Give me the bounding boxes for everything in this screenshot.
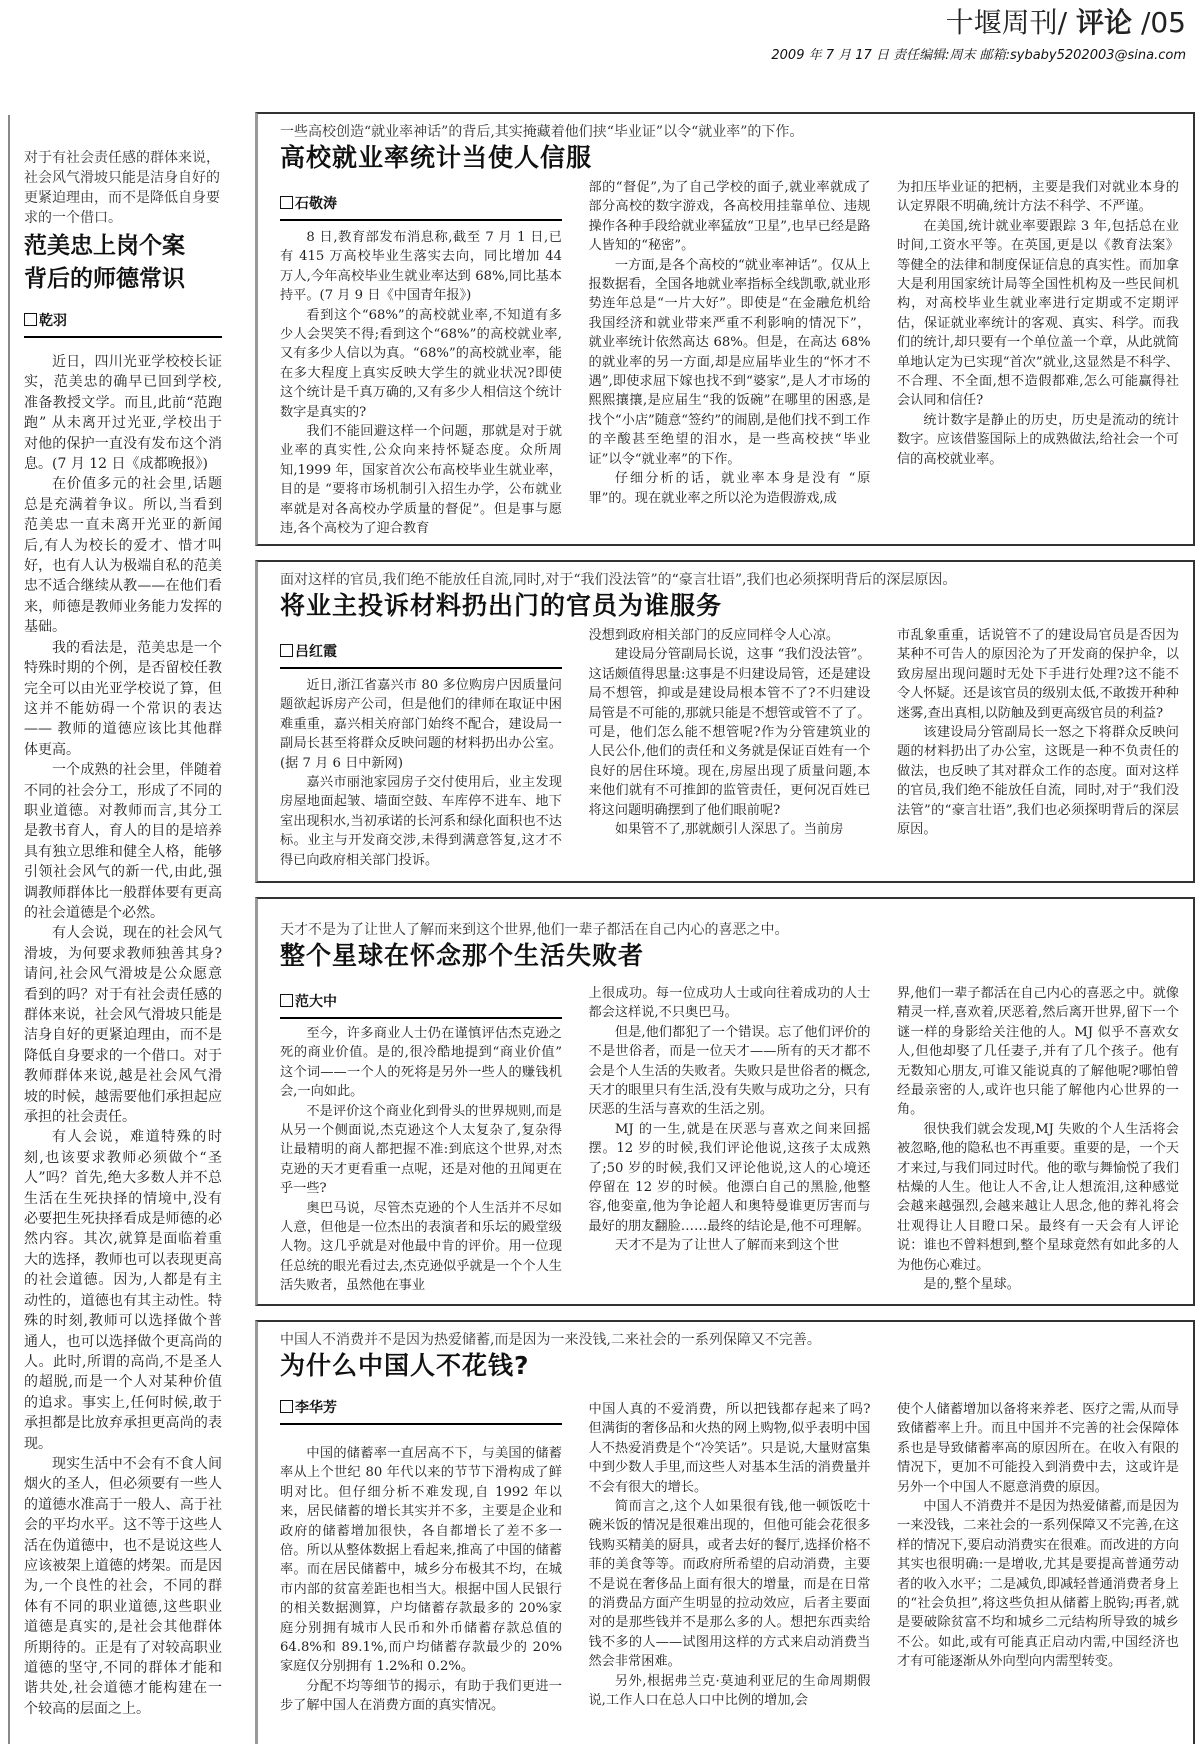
publication-name: 十堰周刊 xyxy=(945,6,1058,39)
sidebar-article xyxy=(24,148,222,1719)
article-title: 将业主投诉材料扔出门的官员为谁服务 xyxy=(280,591,723,620)
paragraph: 在价值多元的社会里,话题总是充满着争议。所以,当看到范美忠一直未离开光亚的新闻后,有人为校长的爱才、惜才叫好，也有人认为极端自私的范美忠不适合继续从教——在他们看来，师德是教师业务能力发挥的基础。 xyxy=(24,476,222,636)
issue-meta: 2009 年 7 月 17 日 责任编辑:周末 邮箱:sybaby5202003@sina.com xyxy=(771,48,1186,63)
paragraph: 我们不能回避这样一个问题，那就是对于就业率的真实性,公众向来持怀疑态度。众所周知,1999 年，国家首次公布高校毕业生就业率，目的是 “要将市场机制引入招生办学，公布就业率就是对各高校办学质量的督促”。但是事与愿违,各个高校为了迎合教育 xyxy=(280,424,562,537)
paragraph: 中国人真的不爱消费，所以把钱都存起来了吗?但满街的奢侈品和火热的网上购物,似乎表明中国人不热爱消费是个“冷笑话”。只是说,大量财富集中到少数人手里,而这些人对基本生活的消费量并不会有很大的增长。 xyxy=(588,1402,871,1495)
column xyxy=(280,1024,562,1296)
article-chinese-spending xyxy=(255,1320,1195,1744)
paragraph: 市乱象重重，话说管不了的建设局官员是否因为某种不可告人的原因沦为了开发商的保护伞，以致房屋出现问题时无处下手进行处理?这不能不令人怀疑。还是该官员的级别太低,不敢拨开种种迷雾,查出真相,以防触及到更高级官员的利益? xyxy=(897,628,1179,721)
column xyxy=(897,984,1179,1296)
article-title xyxy=(24,230,222,296)
paragraph: 一方面,是各个高校的“就业率神话”。仅从上报数据看，全国各地就业率指标全线凯歌,就业形势连年总是“一片大好”。即使是“在金融危机给我国经济和就业带来严重不利影响的情况下”，就业率统计依然高达 68%。但是，在高达 68%的就业率的另一方面,却是应届毕业生的“怀才不遇”,即使求屈下嫁也找不到“婆家”,是人才市场的熙熙攘攘,是应届生“我的饭碗”在哪里的困惑,是找个“小店”随意“签约”的闹剧,是他们找不到工作的辛酸甚至绝望的泪水，是一些高校挟“毕业证”以令“就业率”的下作。 xyxy=(588,257,871,467)
article-lead: 面对这样的官员,我们绝不能放任自流,同时,对于“我们没法管”的“豪言壮语”,我们也必须探明背后的深层原因。 xyxy=(280,572,957,588)
paragraph: 一个成熟的社会里，伴随着不同的社会分工，形成了不同的职业道德。对教师而言,其分工是教书育人，育人的目的是培养具有独立思维和健全人格，能够引领社会风气的新一代,由此,强调教师群体比一般群体要有更高的社会道德是个必然。 xyxy=(24,762,222,921)
paragraph: 很快我们就会发现,MJ 失败的个人生活将会被忽略,他的隐私也不再重要。重要的是，一个天才来过,与我们同过时代。他的歌与舞愉悦了我们枯燥的人生。他让人不舍,让人想流泪,这种感觉会越来越强烈,会越来越让人思念,他的葬礼将会壮观得让人目瞪口呆。最终有一天会有人评论说：谁也不曾料想到,整个星球竟然有如此多的人为他伤心难过。 xyxy=(897,1121,1179,1273)
article-body xyxy=(24,352,222,1719)
sidebar-divider xyxy=(8,115,10,1744)
author-name: 石敬涛 xyxy=(295,196,337,212)
author-name: 李华芳 xyxy=(295,1400,337,1416)
byline xyxy=(280,641,562,669)
paragraph: 天才不是为了让世人了解而来到这个世 xyxy=(614,1238,840,1254)
byline xyxy=(280,991,562,1019)
paragraph: 另外,根据弗兰克·莫迪利亚尼的生命周期假说,工作人口在总人口中比例的增加,会 xyxy=(588,1673,871,1709)
article-lead: 中国人不消费并不是因为热爱储蓄,而是因为一来没钱,二来社会的一系列保障又不完善。 xyxy=(280,1332,821,1348)
paragraph: 仔细分析的话，就业率本身是没有 “原罪”的。现在就业率之所以沦为造假游戏,成 xyxy=(588,471,871,506)
paragraph: 使个人储蓄增加以备将来养老、医疗之需,从而导致储蓄率上升。而且中国并不完善的社会保障体系也是导致储蓄率高的原因所在。在收入有限的情况下，更加不可能投入到消费中去，这或许是另外一个中国人不愿意消费的原因。 xyxy=(897,1402,1179,1495)
byline xyxy=(280,1397,562,1425)
article-lead: 对于有社会责任感的群体来说，社会风气滑坡只能是洁身自好的更紧迫理由，而不是降低自身要求的一个借口。 xyxy=(24,150,220,226)
paragraph: 是的,整个星球。 xyxy=(923,1277,1020,1293)
article-official-complaint xyxy=(255,560,1195,883)
column xyxy=(589,984,871,1296)
paragraph: 如果管不了,那就颇引人深思了。当前房 xyxy=(614,822,844,838)
paragraph: 中国的储蓄率一直居高不下，与美国的储蓄率从上个世纪 80 年代以来的节节下滑构成了鲜明对比。但仔细分析不难发现,自 1992 年以来，居民储蓄的增长其实并不多，主要是企业和政府的储蓄增加很快，各自都增长了差不多一倍。所以从整体数据上看起来,推高了中国的储蓄率。而在居民储蓄中，城乡分布极其不均，在城市内部的贫富差距也相当大。根据中国人民银行的相关数据测算，户均储蓄存款最多的 20%家庭分别拥有城市人民币和外币储蓄存款总值的 64.8%和 89.1%,而户均储蓄存款最少的 20%家庭仅分别拥有 1.2%和 0.2%。 xyxy=(280,1446,562,1675)
section-name: 评论 xyxy=(1076,6,1133,39)
title-line: 范美忠上岗个案 xyxy=(24,233,185,259)
paragraph: 界,他们一辈子都活在自己内心的喜恶之中。就像精灵一样,喜欢着,厌恶着,然后离开世界,留下一个谜一样的身影给关注他的人。MJ 似乎不喜欢女人,但他却娶了几任妻子,并有了几个孩子。他有无数知心朋友,可谁又能说真的了解他呢?哪怕曾经最亲密的人,或许也只能了解他内心世界的一角。 xyxy=(897,986,1179,1118)
paragraph: 在美国,统计就业率要跟踪 3 年,包括总在业时间,工资水平等。在英国,更是以《教育法案》等健全的法律和制度保证信息的真实性。而加拿大是利用国家统计局等全国性机构及一些民间机构，对高校毕业生就业率进行定期或不定期评估，保证就业率统计的客观、真实、科学。而我们的统计,却只要有一个单位盖一个章，从此就简单地认定为已实现“首次”就业,这显然是不科学、不合理、不全面,想不造假都难,怎么可能赢得社会认同和信任? xyxy=(897,218,1179,409)
column xyxy=(589,626,871,870)
column xyxy=(280,1444,562,1716)
paragraph: MJ 的一生,就是在厌恶与喜欢之间来回摇摆。12 岁的时候,我们评论他说,这孩子太成熟了;50 岁的时候,我们又评论他说,这人的心境还停留在 12 岁的时候。他漂白自己的黑脸,他整容,他娈童,他为争论超人和奥特曼谁更厉害而与最好的朋友翻脸……最终的结论是,他不可理解。 xyxy=(588,1121,871,1234)
author-box-icon xyxy=(280,994,293,1007)
article-title: 整个星球在怀念那个生活失败者 xyxy=(280,941,645,970)
paragraph: 统计数字是静止的历史，历史是流动的统计数字。应该借鉴国际上的成熟做法,给社会一个可信的高校就业率。 xyxy=(897,412,1179,467)
paragraph: 至今，许多商业人士仍在谨慎评估杰克逊之死的商业价值。是的,很冷酷地提到“商业价值” 这个词——一个人的死将是另外一些人的赚钱机会,一向如此。 xyxy=(280,1026,562,1100)
article-employment-rate xyxy=(255,112,1195,546)
column xyxy=(897,1400,1179,1716)
paragraph: 部的“督促”,为了自己学校的面子,就业率就成了部分高校的数字游戏，各高校用挂靠单位、违规操作各种手段给就业率猛放“卫星”,也早已经是路人皆知的“秘密”。 xyxy=(588,180,871,254)
column xyxy=(280,228,562,539)
paragraph: 奥巴马说，尽管杰克逊的个人生活并不尽如人意，但他是一位杰出的表演者和乐坛的殿堂级人物。这几乎就是对他最中肯的评价。用一位现任总统的眼光看过去,杰克逊似乎就是一个个人生活失败者，虽然他在事业 xyxy=(280,1200,562,1294)
column xyxy=(897,626,1179,870)
article-title: 高校就业率统计当使人信服 xyxy=(280,143,593,172)
paragraph: 上很成功。每一位成功人士或向往着成功的人士都会这样说,不只奥巴马。 xyxy=(588,986,871,1021)
column xyxy=(280,676,562,870)
author-name: 吕红霞 xyxy=(295,644,337,660)
paragraph: 8 日,教育部发布消息称,截至 7 月 1 日,已有 415 万高校毕业生落实去向，同比增加 44 万人,今年高校毕业生就业率达到 68%,同比基本持平。(7 月 9 日《中国青年报》) xyxy=(280,230,562,304)
paragraph: 该建设局分管副局长一怒之下将群众反映问题的材料扔出了办公室，这既是一种不负责任的做法，也反映了其对群众工作的态度。面对这样的官员,我们绝不能放任自流，同时,对于“我们没法管”的“豪言壮语”,我们也必须探明背后的深层原因。 xyxy=(897,725,1179,838)
article-mj-genius xyxy=(255,897,1195,1306)
paragraph: 简而言之,这个人如果很有钱,他一顿饭吃十碗米饭的情况是很难出现的，但他可能会花很多钱购买精美的厨具，或者去好的餐厅,选择价格不菲的美食等等。而政府所希望的启动消费，主要不是说在奢侈品上面有很大的增量，而是在日常的消费品方面产生明显的拉动效应，后者主要面对的是那些钱并不是那么多的人。想把东西卖给钱不多的人——试图用这样的方式来启动消费当然会非常困难。 xyxy=(588,1499,871,1670)
section-slash: / xyxy=(1057,6,1077,39)
author-box-icon xyxy=(24,313,37,326)
author-name: 乾羽 xyxy=(39,313,67,329)
paragraph: 没想到政府相关部门的反应同样令人心凉。 xyxy=(588,628,840,643)
title-line: 背后的师德常识 xyxy=(24,266,185,292)
author-name: 范大中 xyxy=(295,994,337,1010)
paragraph: 分配不均等细节的揭示，有助于我们更进一步了解中国人在消费方面的真实情况。 xyxy=(280,1678,562,1714)
author-box-icon xyxy=(280,644,293,657)
paragraph: 中国人不消费并不是因为热爱储蓄,而是因为一来没钱，二来社会的一系列保障又不完善,在这样的情况下,要启动消费实在很难。而改进的方向其实也很明确:一是增收,尤其是要提高普通劳动者的收入水平；二是减负,即减轻普通消费者身上的“社会负担”,将这些负担从储蓄上脱钩;再者,就是要破除贫富不均和城乡二元结构所导致的城乡不公。如此,或有可能真正启动内需,中国经济也才有可能逐渐从外向型向内需型转变。 xyxy=(897,1499,1179,1670)
article-lead: 一些高校创造“就业率神话”的背后,其实掩藏着他们挟“毕业证”以令“就业率”的下作。 xyxy=(280,124,804,140)
paragraph: 我的看法是，范美忠是一个特殊时期的个例，是否留校任教完全可以由光亚学校说了算，但这并不能妨碍一个常识的表达—— 教师的道德应该比其他群体更高。 xyxy=(24,639,222,758)
paragraph: 近日，四川光亚学校校长证实，范美忠的确早已回到学校,准备教授文学。而且,此前“范跑跑” 从未离开过光亚,学校出于对他的保护一直没有发布这个消息。(7 月 12 日《成都晚报》) xyxy=(24,354,222,473)
article-lead: 天才不是为了让世人了解而来到这个世界,他们一辈子都活在自己内心的喜恶之中。 xyxy=(280,922,789,938)
paragraph: 嘉兴市丽池家园房子交付使用后，业主发现房屋地面起皱、墙面空鼓、车库停不进车、地下室出现积水,当初承诺的长河系和绿化面积也不达标。业主与开发商交涉,未得到满意答复,这才不得已向政府相关部门投诉。 xyxy=(280,775,562,868)
paragraph: 但是,他们都犯了一个错误。忘了他们评价的不是世俗者，而是一位天才——所有的天才都不会是个人生活的失败者。失败只是世俗者的概念,天才的眼里只有生活,没有失败与成功之分，只有厌恶的生活与喜欢的生活之别。 xyxy=(588,1024,871,1118)
page-header xyxy=(771,6,1186,40)
paragraph: 现实生活中不会有不食人间烟火的圣人，但必须要有一些人的道德水准高于一般人、高于社会的平均水平。这不等于这些人活在伪道德中，也不是说这些人应该被架上道德的烤架。而是因为,一个良性的社会，不同的群体有不同的职业道德,这些职业道德是真实的,是社会其他群体所期待的。正是有了对较高职业道德的坚守,不同的群体才能和谐共处,社会道德才能构建在一个较高的层面之上。 xyxy=(24,1455,222,1717)
paragraph: 有人会说，现在的社会风气滑坡，为何要求教师独善其身?请问,社会风气滑坡是公众愿意看到的吗？对于有社会责任感的群体来说，社会风气滑坡只能是洁身自好的更紧迫理由，而不是降低自身要求的一个借口。对于教师群体来说,越是社会风气滑坡的时候，越需要他们承担起应承担的社会责任。 xyxy=(24,925,222,1126)
byline xyxy=(280,193,562,221)
author-box-icon xyxy=(280,1400,293,1413)
paragraph: 建设局分管副局长说，这事 “我们没法管”。这话颇值得思量:这事是不归建设局管，还是建设局不想管，抑或是建设局根本管不了?不归建设局管是不可能的,那就只能是不想管或管不了了。可是，他们怎么能不想管呢?作为分管建筑业的人民公仆,他们的责任和义务就是保证百姓有一个良好的居住环境。现在,房屋出现了质量问题,本来他们就有不可推卸的监管责任，更何况百姓已将这问题明确摆到了他们眼前呢? xyxy=(588,647,871,818)
paragraph: 看到这个“68%”的高校就业率,不知道有多少人会哭笑不得;看到这个“68%”的高校就业率,又有多少人信以为真。“68%”的高校就业率，能在多大程度上真实反映大学生的就业状况?即使这个统计是千真万确的,又有多少人相信这个统计数字是真实的? xyxy=(280,307,562,420)
article-title: 为什么中国人不花钱? xyxy=(280,1351,530,1380)
paragraph: 不是评价这个商业化到骨头的世界规则,而是从另一个侧面说,杰克逊这个人太复杂了,复杂得让最精明的商人都把握不准:到底这个世界,对杰克逊的天才更看重一点呢，还是对他的丑闻更在乎一些? xyxy=(280,1103,562,1197)
column xyxy=(589,178,871,539)
author-box-icon xyxy=(280,196,293,209)
page-number: /05 xyxy=(1140,6,1186,39)
paragraph: 有人会说，难道特殊的时刻,也该要求教师必须做个“圣人”吗？首先,绝大多数人并不总生活在生死抉择的情境中,没有必要把生死抉择看成是师德的必然内容。其次,就算是面临着重大的选择，教师也可以表现更高的社会道德。因为,人都是有主动性的，道德也有其主动性。特殊的时刻,教师可以选择做个普通人，也可以选择做个更高尚的人。此时,所谓的高尚,不是圣人的超脱,而是一个人对某种价值的追求。事实上,任何时候,敢于承担都是比放弃承担更高尚的表现。 xyxy=(24,1129,222,1452)
byline xyxy=(24,310,222,338)
paragraph: 近日,浙江省嘉兴市 80 多位购房户因质量问题欲起诉房产公司，但是他们的律师在取证中困难重重，嘉兴相关府部门始终不配合，建设局一副局长甚至将群众反映问题的材料扔出办公室。(据 7 月 6 日中新网) xyxy=(280,678,562,771)
masthead xyxy=(771,6,1186,63)
column xyxy=(589,1400,871,1716)
paragraph: 为扣压毕业证的把柄，主要是我们对就业本身的认定界限不明确,统计方法不科学、不严谨。 xyxy=(897,180,1179,215)
column xyxy=(897,178,1179,539)
